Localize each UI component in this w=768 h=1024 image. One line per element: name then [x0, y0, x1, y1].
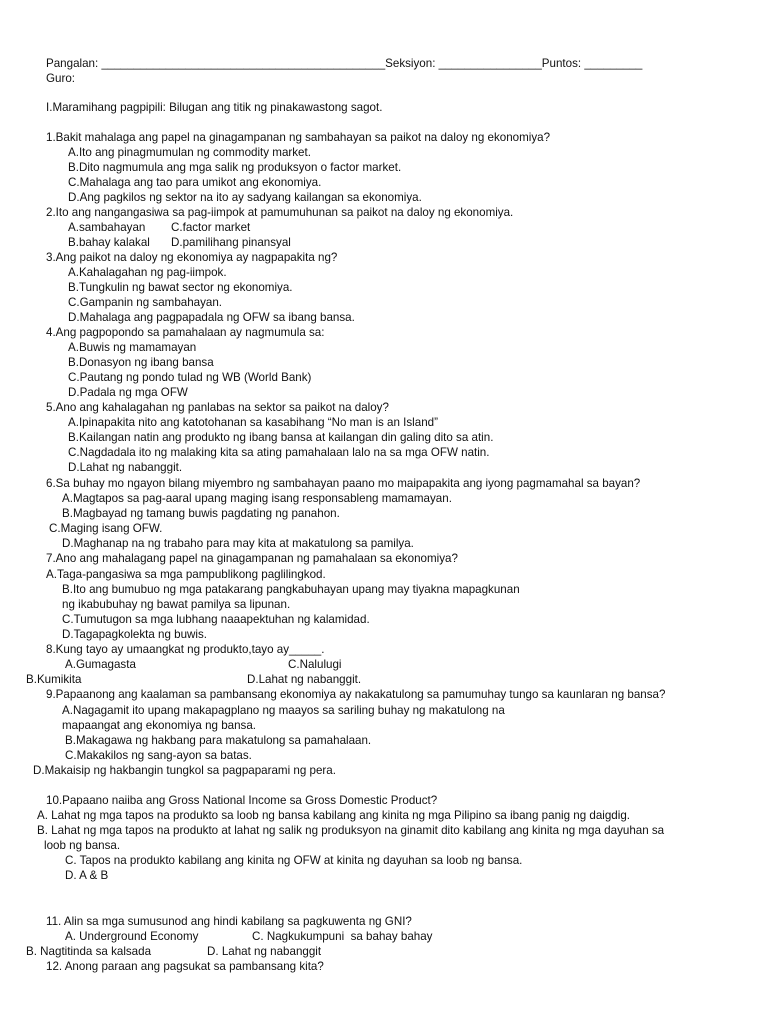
teacher-line: Guro: — [46, 72, 75, 85]
choice-6c: C.Maging isang OFW. — [49, 522, 163, 535]
choice-5a: A.Ipinapakita nito ang katotohanan sa kasabihang “No man is an Island” — [68, 416, 438, 429]
choice-9a: A.Nagagamit ito upang makapagplano ng maayos sa sariling buhay ng makatulong na — [62, 704, 505, 717]
choice-8c: C.Nalulugi — [288, 658, 342, 671]
choice-7d: D.Tagapagkolekta ng buwis. — [62, 628, 208, 641]
choice-3b: B.Tungkulin ng bawat sector ng ekonomiya. — [68, 281, 293, 294]
choice-11c: C. Nagkukumpuni sa bahay bahay — [252, 930, 433, 943]
choice-5c: C.Nagdadala ito ng malaking kita sa ating pamahalaan lalo na sa mga OFW natin. — [68, 446, 490, 459]
name-section-line: Pangalan: ____________________________________________Seksiyon: ________________Puntos: _________ — [46, 57, 643, 70]
choice-4b: B.Donasyon ng ibang bansa — [68, 356, 214, 369]
question-1: 1.Bakit mahalaga ang papel na ginagampanan ng sambahayan sa paikot na daloy ng ekonomiya? — [46, 131, 551, 144]
choice-10c: C. Tapos na produkto kabilang ang kinita ng OFW at kinita ng dayuhan sa loob ng bansa. — [65, 854, 523, 867]
choice-2b: B.bahay kalakal — [68, 236, 150, 249]
choice-1d: D.Ang pagkilos ng sektor na ito ay sadyang kailangan sa ekonomiya. — [68, 191, 422, 204]
question-4: 4.Ang pagpopondo sa pamahalaan ay nagmumula sa: — [46, 326, 325, 339]
choice-6d: D.Maghanap na ng trabaho para may kita at makatulong sa pamilya. — [62, 537, 414, 550]
choice-11a: A. Underground Economy — [65, 930, 199, 943]
choice-9a-cont: mapaangat ang ekonomiya ng bansa. — [62, 719, 257, 732]
choice-11d: D. Lahat ng nabanggit — [207, 945, 322, 958]
question-11: 11. Alin sa mga sumusunod ang hindi kabilang sa pagkuwenta ng GNI? — [46, 915, 412, 928]
question-2: 2.Ito ang nangangasiwa sa pag-iimpok at pamumuhunan sa paikot na daloy ng ekonomiya. — [46, 206, 514, 219]
choice-9b: B.Makagawa ng hakbang para makatulong sa pamahalaan. — [65, 734, 372, 747]
choice-10a: A. Lahat ng mga tapos na produkto sa loob ng bansa kabilang ang kinita ng mga Pilipino sa ibang panig ng daigdig. — [37, 809, 630, 822]
question-9: 9.Papaanong ang kaalaman sa pambansang ekonomiya ay nakakatulong sa pamumuhay tungo sa kaunlaran ng bansa? — [46, 688, 666, 701]
choice-3a: A.Kahalagahan ng pag-iimpok. — [68, 266, 227, 279]
question-6: 6.Sa buhay mo ngayon bilang miyembro ng sambahayan paano mo maipapakita ang iyong pagmamahal sa bayan? — [46, 477, 641, 490]
choice-5d: D.Lahat ng nabanggit. — [68, 461, 183, 474]
question-8: 8.Kung tayo ay umaangkat ng produkto,tayo ay_____. — [46, 643, 325, 656]
choice-1a: A.Ito ang pinagmumulan ng commodity market. — [68, 146, 311, 159]
choice-1c: C.Mahalaga ang tao para umikot ang ekonomiya. — [68, 176, 322, 189]
choice-11b: B. Nagtitinda sa kalsada — [26, 945, 152, 958]
choice-9c: C.Makakilos ng sang-ayon sa batas. — [65, 749, 252, 762]
choice-6a: A.Magtapos sa pag-aaral upang maging isang responsableng mamamayan. — [62, 492, 452, 505]
choice-10b: B. Lahat ng mga tapos na produkto at lahat ng salik ng produksyon na ginamit dito kabilang ang kinita ng mga dayuhan sa — [37, 824, 665, 837]
choice-7a: A.Taga-pangasiwa sa mga pampublikong paglilingkod. — [46, 568, 326, 581]
instructions: I.Maramihang pagpipili: Bilugan ang titik ng pinakawastong sagot. — [46, 101, 383, 114]
choice-4d: D.Padala ng mga OFW — [68, 386, 188, 399]
question-7: 7.Ano ang mahalagang papel na ginagampanan ng pamahalaan sa ekonomiya? — [46, 552, 458, 565]
choice-10b-cont: loob ng bansa. — [44, 839, 121, 852]
choice-7c: C.Tumutugon sa mga lubhang naaapektuhan ng kalamidad. — [62, 613, 370, 626]
choice-1b: B.Dito nagmumula ang mga salik ng produksyon o factor market. — [68, 161, 402, 174]
choice-8a: A.Gumagasta — [65, 658, 136, 671]
choice-10d: D. A & B — [65, 869, 109, 882]
question-12: 12. Anong paraan ang pagsukat sa pambansang kita? — [46, 960, 324, 973]
choice-8b: B.Kumikita — [26, 673, 82, 686]
choice-2a: A.sambahayan — [68, 221, 146, 234]
choice-7b-cont: ng ikabubuhay ng bawat pamilya sa lipunan. — [62, 598, 291, 611]
choice-5b: B.Kailangan natin ang produkto ng ibang bansa at kailangan din galing dito sa atin. — [68, 431, 494, 444]
choice-3c: C.Gampanin ng sambahayan. — [68, 296, 223, 309]
choice-3d: D.Mahalaga ang pagpapadala ng OFW sa ibang bansa. — [68, 311, 355, 324]
choice-8d: D.Lahat ng nabanggit. — [247, 673, 362, 686]
choice-4c: C.Pautang ng pondo tulad ng WB (World Bank) — [68, 371, 312, 384]
choice-6b: B.Magbayad ng tamang buwis pagdating ng panahon. — [62, 507, 340, 520]
choice-9d: D.Makaisip ng hakbangin tungkol sa pagpaparami ng pera. — [33, 764, 336, 777]
choice-2c: C.factor market — [171, 221, 251, 234]
question-3: 3.Ang paikot na daloy ng ekonomiya ay nagpapakita ng? — [46, 251, 338, 264]
question-5: 5.Ano ang kahalagahan ng panlabas na sektor sa paikot na daloy? — [46, 401, 389, 414]
choice-2d: D.pamilihang pinansyal — [171, 236, 291, 249]
choice-4a: A.Buwis ng mamamayan — [68, 341, 197, 354]
choice-7b: B.Ito ang bumubuo ng mga patakarang pangkabuhayan upang may tiyakna mapagkunan — [62, 583, 520, 596]
question-10: 10.Papaano naiiba ang Gross National Income sa Gross Domestic Product? — [46, 794, 438, 807]
